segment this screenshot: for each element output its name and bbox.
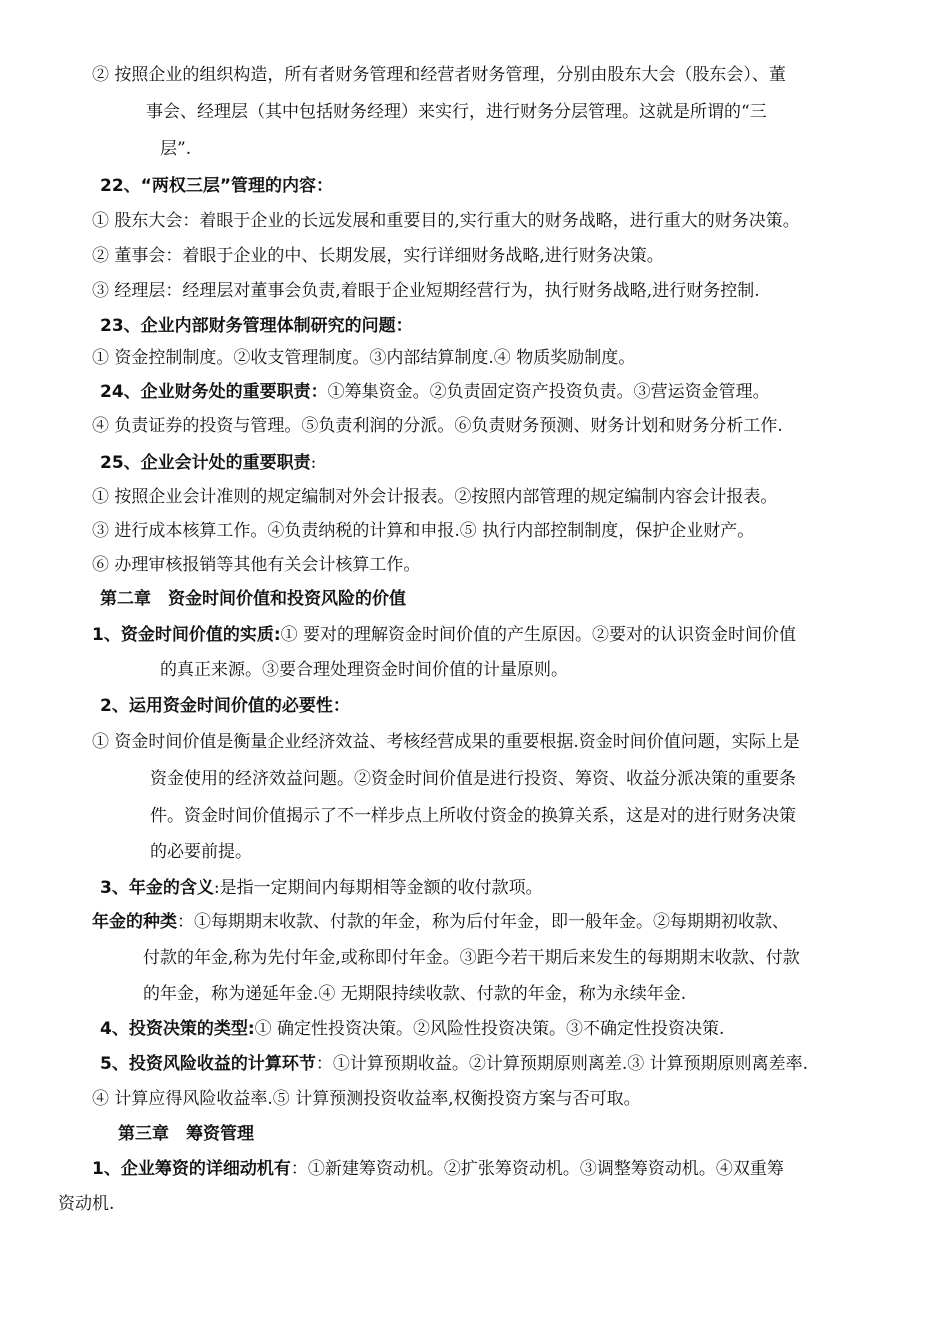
chapter-title: 第二章 资金时间价值和投资风险的价值 [100, 589, 406, 609]
text-line: 件。资金时间价值揭示了不一样步点上所收付资金的换算关系，这是对的进行财务决策 [150, 806, 796, 826]
text-line: 层”. [160, 139, 192, 159]
text-line: 1、企业筹资的详细动机有：①新建筹资动机。②扩张筹资动机。③调整筹资动机。④双重筹 [92, 1159, 784, 1179]
text-line: 1、资金时间价值的实质:① 要对的理解资金时间价值的产生原因。②要对的认识资金时间价值 [92, 625, 797, 645]
text-line: ④ 计算应得风险收益率.⑤ 计算预测投资收益率,权衡投资方案与否可取。 [92, 1089, 641, 1109]
text-line: ③ 经理层：经理层对董事会负责,着眼于企业短期经营行为，执行财务战略,进行财务控制. [92, 281, 760, 301]
text-line: 3、年金的含义:是指一定期间内每期相等金额的收付款项。 [100, 878, 543, 898]
text-line: 年金的种类：①每期期末收款、付款的年金，称为后付年金，即一般年金。②每期期初收款、 [92, 912, 789, 932]
section-heading: 2、运用资金时间价值的必要性： [100, 696, 350, 716]
text-line: 资动机. [58, 1194, 115, 1214]
text-line: ① 资金控制制度。②收支管理制度。③内部结算制度.④ 物质奖励制度。 [92, 348, 636, 368]
text-line: 事会、经理层（其中包括财务经理）来实行，进行财务分层管理。这就是所谓的“三 [146, 102, 767, 122]
text-line: ① 股东大会：着眼于企业的长远发展和重要目的,实行重大的财务战略，进行重大的财务决策。 [92, 211, 800, 231]
text-line: ② 董事会：着眼于企业的中、长期发展，实行详细财务战略,进行财务决策。 [92, 246, 664, 266]
text-line: ② 按照企业的组织构造，所有者财务管理和经营者财务管理，分别由股东大会（股东会）、董 [92, 65, 786, 85]
text-line: 25、企业会计处的重要职责: [100, 453, 317, 473]
text-line: ③ 进行成本核算工作。④负责纳税的计算和申报.⑤ 执行内部控制制度，保护企业财产。 [92, 521, 755, 541]
section-heading: 22、“两权三层”管理的内容： [100, 176, 334, 196]
text-line: ⑥ 办理审核报销等其他有关会计核算工作。 [92, 555, 421, 575]
text-line: 24、企业财务处的重要职责：①筹集资金。②负责固定资产投资负责。③营运资金管理。 [100, 382, 770, 402]
section-heading: 23、企业内部财务管理体制研究的问题： [100, 316, 413, 336]
text-line: ① 资金时间价值是衡量企业经济效益、考核经营成果的重要根据.资金时间价值问题，实际上是 [92, 732, 800, 752]
text-line: 的年金，称为递延年金.④ 无期限持续收款、付款的年金，称为永续年金. [143, 984, 687, 1004]
text-line: 4、投资决策的类型:① 确定性投资决策。②风险性投资决策。③不确定性投资决策. [100, 1019, 725, 1039]
text-line: 付款的年金,称为先付年金,或称即付年金。③距今若干期后来发生的每期期末收款、付款 [143, 948, 800, 968]
text-line: 的真正来源。③要合理处理资金时间价值的计量原则。 [160, 660, 568, 680]
text-line: 的必要前提。 [150, 842, 252, 862]
text-line: ① 按照企业会计准则的规定编制对外会计报表。②按照内部管理的规定编制内容会计报表。 [92, 487, 778, 507]
text-line: 5、投资风险收益的计算环节：①计算预期收益。②计算预期原则离差.③ 计算预期原则离差率. [100, 1054, 809, 1074]
chapter-title: 第三章 筹资管理 [118, 1124, 254, 1144]
text-line: ④ 负责证券的投资与管理。⑤负责利润的分派。⑥负责财务预测、财务计划和财务分析工作. [92, 416, 783, 436]
text-line: 资金使用的经济效益问题。②资金时间价值是进行投资、筹资、收益分派决策的重要条 [150, 769, 796, 789]
